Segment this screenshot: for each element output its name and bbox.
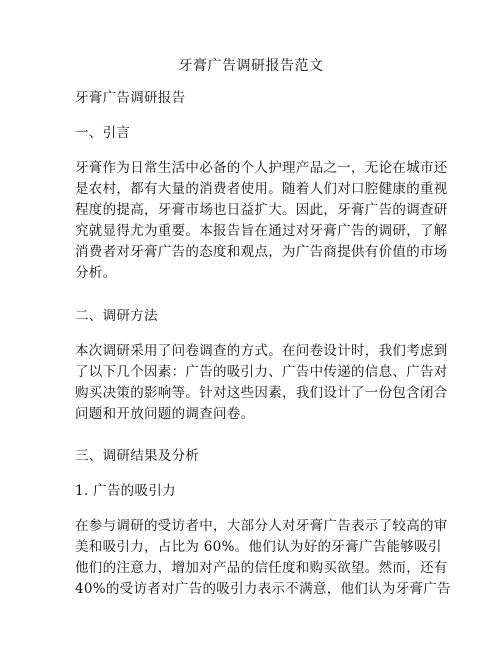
paragraph-line: 消费者对牙膏广告的态度和观点，为广告商提供有价值的市场 bbox=[75, 244, 448, 260]
paragraph-line: 他们的注意力，增加对产品的信任度和购买欲望。然而，还有 bbox=[75, 560, 448, 576]
paragraph-line: 是农村，都有大量的消费者使用。随着人们对口腔健康的重视 bbox=[75, 181, 448, 197]
section-heading-results: 三、调研结果及分析 bbox=[75, 448, 200, 464]
section-body-results bbox=[75, 516, 451, 600]
paragraph-line: 本次调研采用了问卷调查的方式。在问卷设计时，我们考虑到 bbox=[75, 343, 448, 359]
section-body-method bbox=[75, 341, 448, 425]
section-heading-method: 二、调研方法 bbox=[75, 308, 158, 324]
paragraph-line: 牙膏作为日常生活中必备的个人护理产品之一，无论在城市还 bbox=[75, 160, 448, 176]
paragraph-line: 在参与调研的受访者中，大部分人对牙膏广告表示了较高的审 bbox=[75, 518, 448, 534]
paragraph-line: 究就显得尤为重要。本报告旨在通过对牙膏广告的调研，了解 bbox=[75, 223, 448, 239]
paragraph-line: 美和吸引力，占比为 60%。他们认为好的牙膏广告能够吸引 bbox=[75, 539, 442, 555]
paragraph-line: 购买决策的影响等。针对这些因素，我们设计了一份包含闭合 bbox=[75, 385, 448, 401]
section-heading-introduction: 一、引言 bbox=[75, 125, 131, 141]
section-body-introduction bbox=[75, 158, 448, 284]
paragraph-line: 分析。 bbox=[75, 265, 117, 281]
paragraph-line: 程度的提高，牙膏市场也日益扩大。因此，牙膏广告的调查研 bbox=[75, 202, 448, 218]
paragraph-line: 40%的受访者对广告的吸引力表示不满意，他们认为牙膏广告 bbox=[75, 581, 451, 597]
document-title: 牙膏广告调研报告范文 bbox=[178, 58, 324, 74]
paragraph-line: 问题和开放问题的调查问卷。 bbox=[75, 406, 255, 422]
paragraph-line: 了以下几个因素：广告的吸引力、广告中传递的信息、广告对 bbox=[75, 364, 448, 380]
subsection-heading-attractiveness: 1. 广告的吸引力 bbox=[75, 483, 176, 499]
report-subtitle: 牙膏广告调研报告 bbox=[75, 90, 186, 106]
